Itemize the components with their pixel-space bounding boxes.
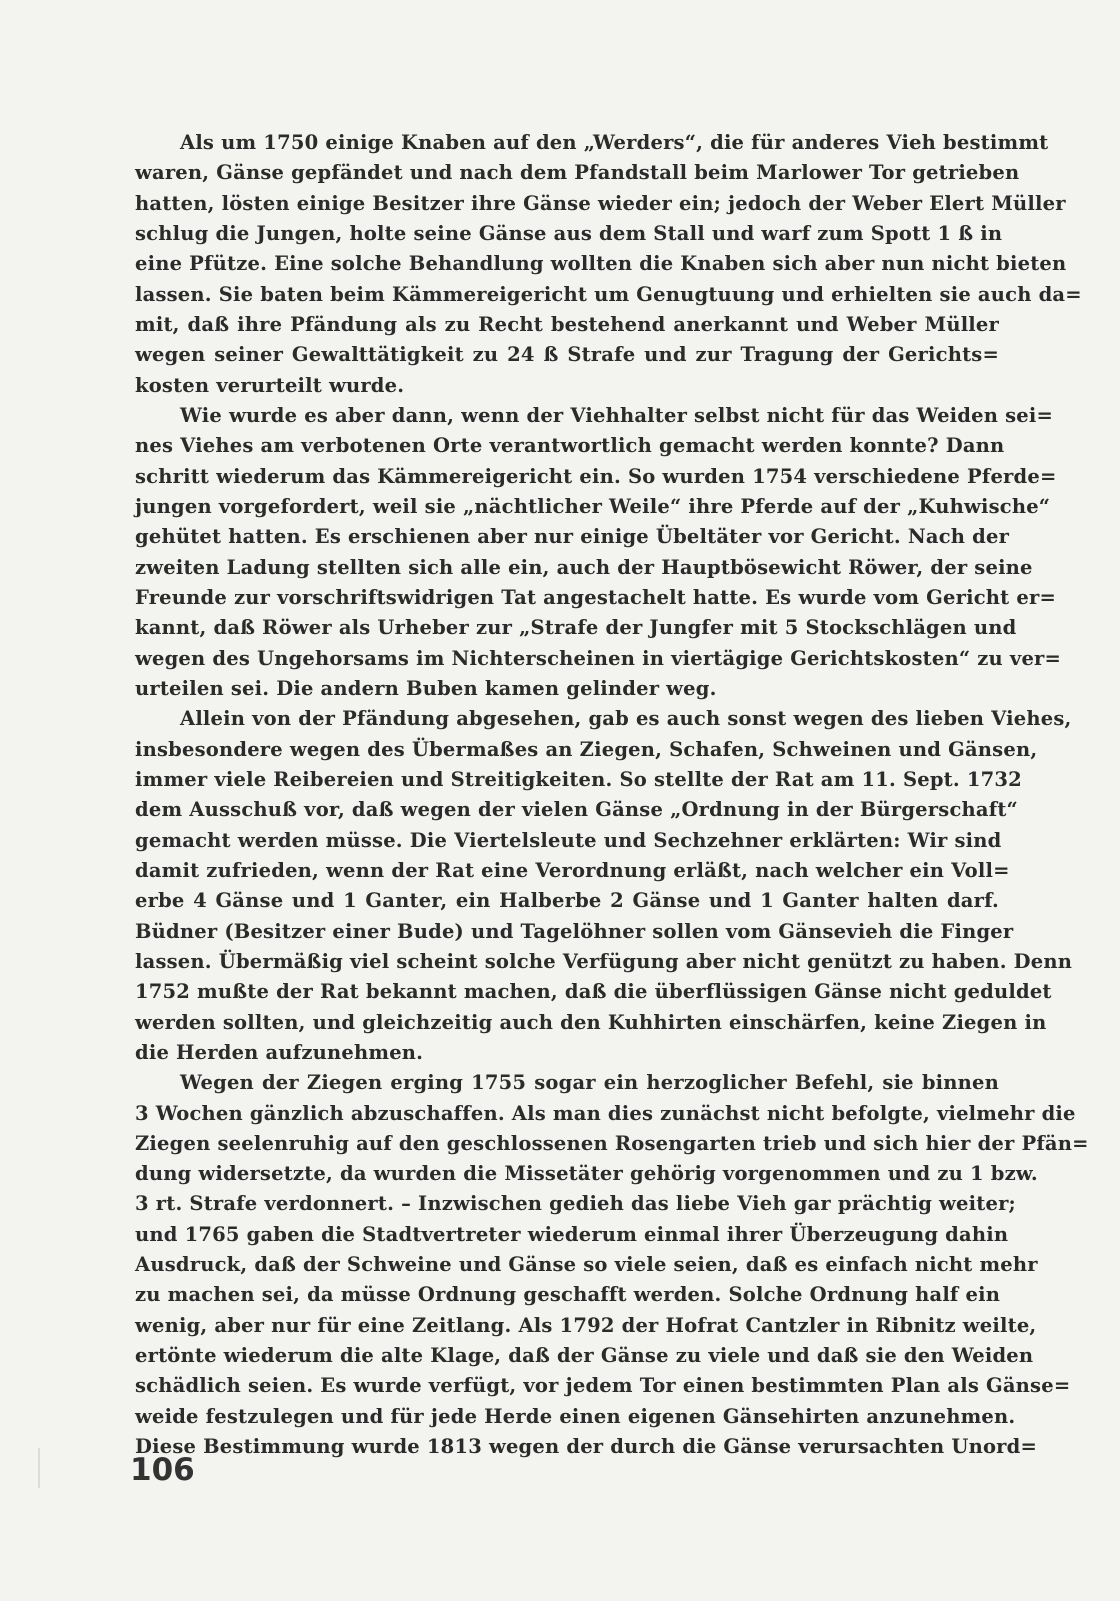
text-line: dem Ausschuß vor, daß wegen der vielen Gänse „Ordnung in der Bürgerschaft“ [135, 798, 1018, 822]
text-line: gemacht werden müsse. Die Viertelsleute und Sechzehner erklärten: Wir sind [135, 828, 1002, 852]
text-line: damit zufrieden, wenn der Rat eine Verordnung erläßt, nach welcher ein Voll= [135, 858, 1010, 882]
text-line: wenig, aber nur für eine Zeitlang. Als 1792 der Hofrat Cantzler in Ribnitz weilte, [135, 1313, 1037, 1337]
text-line: weide festzulegen und für jede Herde einen eigenen Gänsehirten anzunehmen. [135, 1404, 1016, 1428]
text-line: dung widersetzte, da wurden die Missetäter gehörig vorgenommen und zu 1 bzw. [135, 1162, 1038, 1186]
text-line: erbe 4 Gänse und 1 Ganter, ein Halberbe 2 Gänse und 1 Ganter halten darf. [135, 889, 999, 913]
paragraph [135, 401, 1062, 704]
text-line: zu machen sei, da müsse Ordnung geschafft werden. Solche Ordnung half ein [135, 1283, 1001, 1307]
text-line: zweiten Ladung stellten sich alle ein, auch der Hauptbösewicht Röwer, der seine [135, 555, 1033, 579]
text-line: Allein von der Pfändung abgesehen, gab es auch sonst wegen des lieben Viehes, [180, 707, 1072, 731]
text-line: die Herden aufzunehmen. [135, 1040, 424, 1064]
paragraph [135, 128, 1082, 401]
text-line: gehütet hatten. Es erschienen aber nur einige Übeltäter vor Gericht. Nach der [135, 525, 1010, 549]
text-line: schritt wiederum das Kämmereigericht ein. So wurden 1754 verschiedene Pferde= [135, 464, 1057, 488]
body-text [135, 128, 1089, 1462]
text-line: wegen seiner Gewalttätigkeit zu 24 ß Strafe und zur Tragung der Gerichts= [135, 343, 999, 367]
text-line: Büdner (Besitzer einer Bude) und Tagelöhner sollen vom Gänsevieh die Finger [135, 919, 1014, 943]
text-line: urteilen sei. Die andern Buben kamen gelinder weg. [135, 676, 717, 700]
text-line: jungen vorgefordert, weil sie „nächtlicher Weile“ ihre Pferde auf der „Kuhwische“ [135, 494, 1051, 518]
text-line: nes Viehes am verbotenen Orte verantwortlich gemacht werden konnte? Dann [135, 434, 1005, 458]
text-line: Ausdruck, daß der Schweine und Gänse so viele seien, daß es einfach nicht mehr [135, 1253, 1038, 1277]
text-line: Wie wurde es aber dann, wenn der Viehhalter selbst nicht für das Weiden sei= [180, 403, 1054, 427]
text-line: Wegen der Ziegen erging 1755 sogar ein herzoglicher Befehl, sie binnen [180, 1071, 999, 1095]
text-line: lassen. Übermäßig viel scheint solche Verfügung aber nicht genützt zu haben. Denn [135, 949, 1073, 973]
text-line: schädlich seien. Es wurde verfügt, vor jedem Tor einen bestimmten Plan als Gänse= [135, 1374, 1071, 1398]
text-line: kosten verurteilt wurde. [135, 373, 405, 397]
text-line: Als um 1750 einige Knaben auf den „Werders“, die für anderes Vieh bestimmt [180, 131, 1049, 154]
text-line: werden sollten, und gleichzeitig auch den Kuhhirten einschärfen, keine Ziegen in [135, 1010, 1047, 1034]
text-line: insbesondere wegen des Übermaßes an Ziegen, Schafen, Schweinen und Gänsen, [135, 737, 1038, 761]
text-line: Freunde zur vorschriftswidrigen Tat angestachelt hatte. Es wurde vom Gericht er= [135, 585, 1056, 609]
paragraph [135, 1068, 1089, 1462]
text-line: immer viele Reibereien und Streitigkeiten. So stellte der Rat am 11. Sept. 1732 [135, 767, 1022, 791]
text-line: Ziegen seelenruhig auf den geschlossenen Rosengarten trieb und sich hier der Pfän= [135, 1131, 1089, 1155]
text-line: eine Pfütze. Eine solche Behandlung wollten die Knaben sich aber nun nicht bieten [135, 252, 1067, 276]
text-line: 3 Wochen gänzlich abzuschaffen. Als man dies zunächst nicht befolgte, vielmehr die [135, 1101, 1076, 1125]
scan-margin-mark [38, 1448, 40, 1488]
text-line: wegen des Ungehorsams im Nichterscheinen in viertägige Gerichtskosten“ zu ver= [135, 646, 1062, 670]
text-line: schlug die Jungen, holte seine Gänse aus dem Stall und warf zum Spott 1 ß in [135, 221, 1003, 245]
text-line: hatten, lösten einige Besitzer ihre Gänse wieder ein; jedoch der Weber Elert Müller [135, 191, 1066, 215]
text-line: waren, Gänse gepfändet und nach dem Pfandstall beim Marlower Tor getrieben [135, 161, 1020, 185]
text-line: mit, daß ihre Pfändung als zu Recht bestehend anerkannt und Weber Müller [135, 312, 999, 336]
text-line: und 1765 gaben die Stadtvertreter wiederum einmal ihrer Überzeugung dahin [135, 1222, 1009, 1246]
text-line: 3 rt. Strafe verdonnert. – Inzwischen gedieh das liebe Vieh gar prächtig weiter; [135, 1192, 1016, 1216]
text-line: lassen. Sie baten beim Kämmereigericht um Genugtuung und erhielten sie auch da= [135, 282, 1082, 306]
paragraph [135, 704, 1073, 1068]
page-number: 106 [130, 1452, 195, 1488]
text-line: ertönte wiederum die alte Klage, daß der Gänse zu viele und daß sie den Weiden [135, 1344, 1034, 1368]
text-line: 1752 mußte der Rat bekannt machen, daß die überflüssigen Gänse nicht geduldet [135, 980, 1052, 1004]
text-line: Diese Bestimmung wurde 1813 wegen der durch die Gänse verursachten Unord= [135, 1435, 1038, 1459]
text-line: kannt, daß Röwer als Urheber zur „Strafe der Jungfer mit 5 Stockschlägen und [135, 616, 1017, 640]
